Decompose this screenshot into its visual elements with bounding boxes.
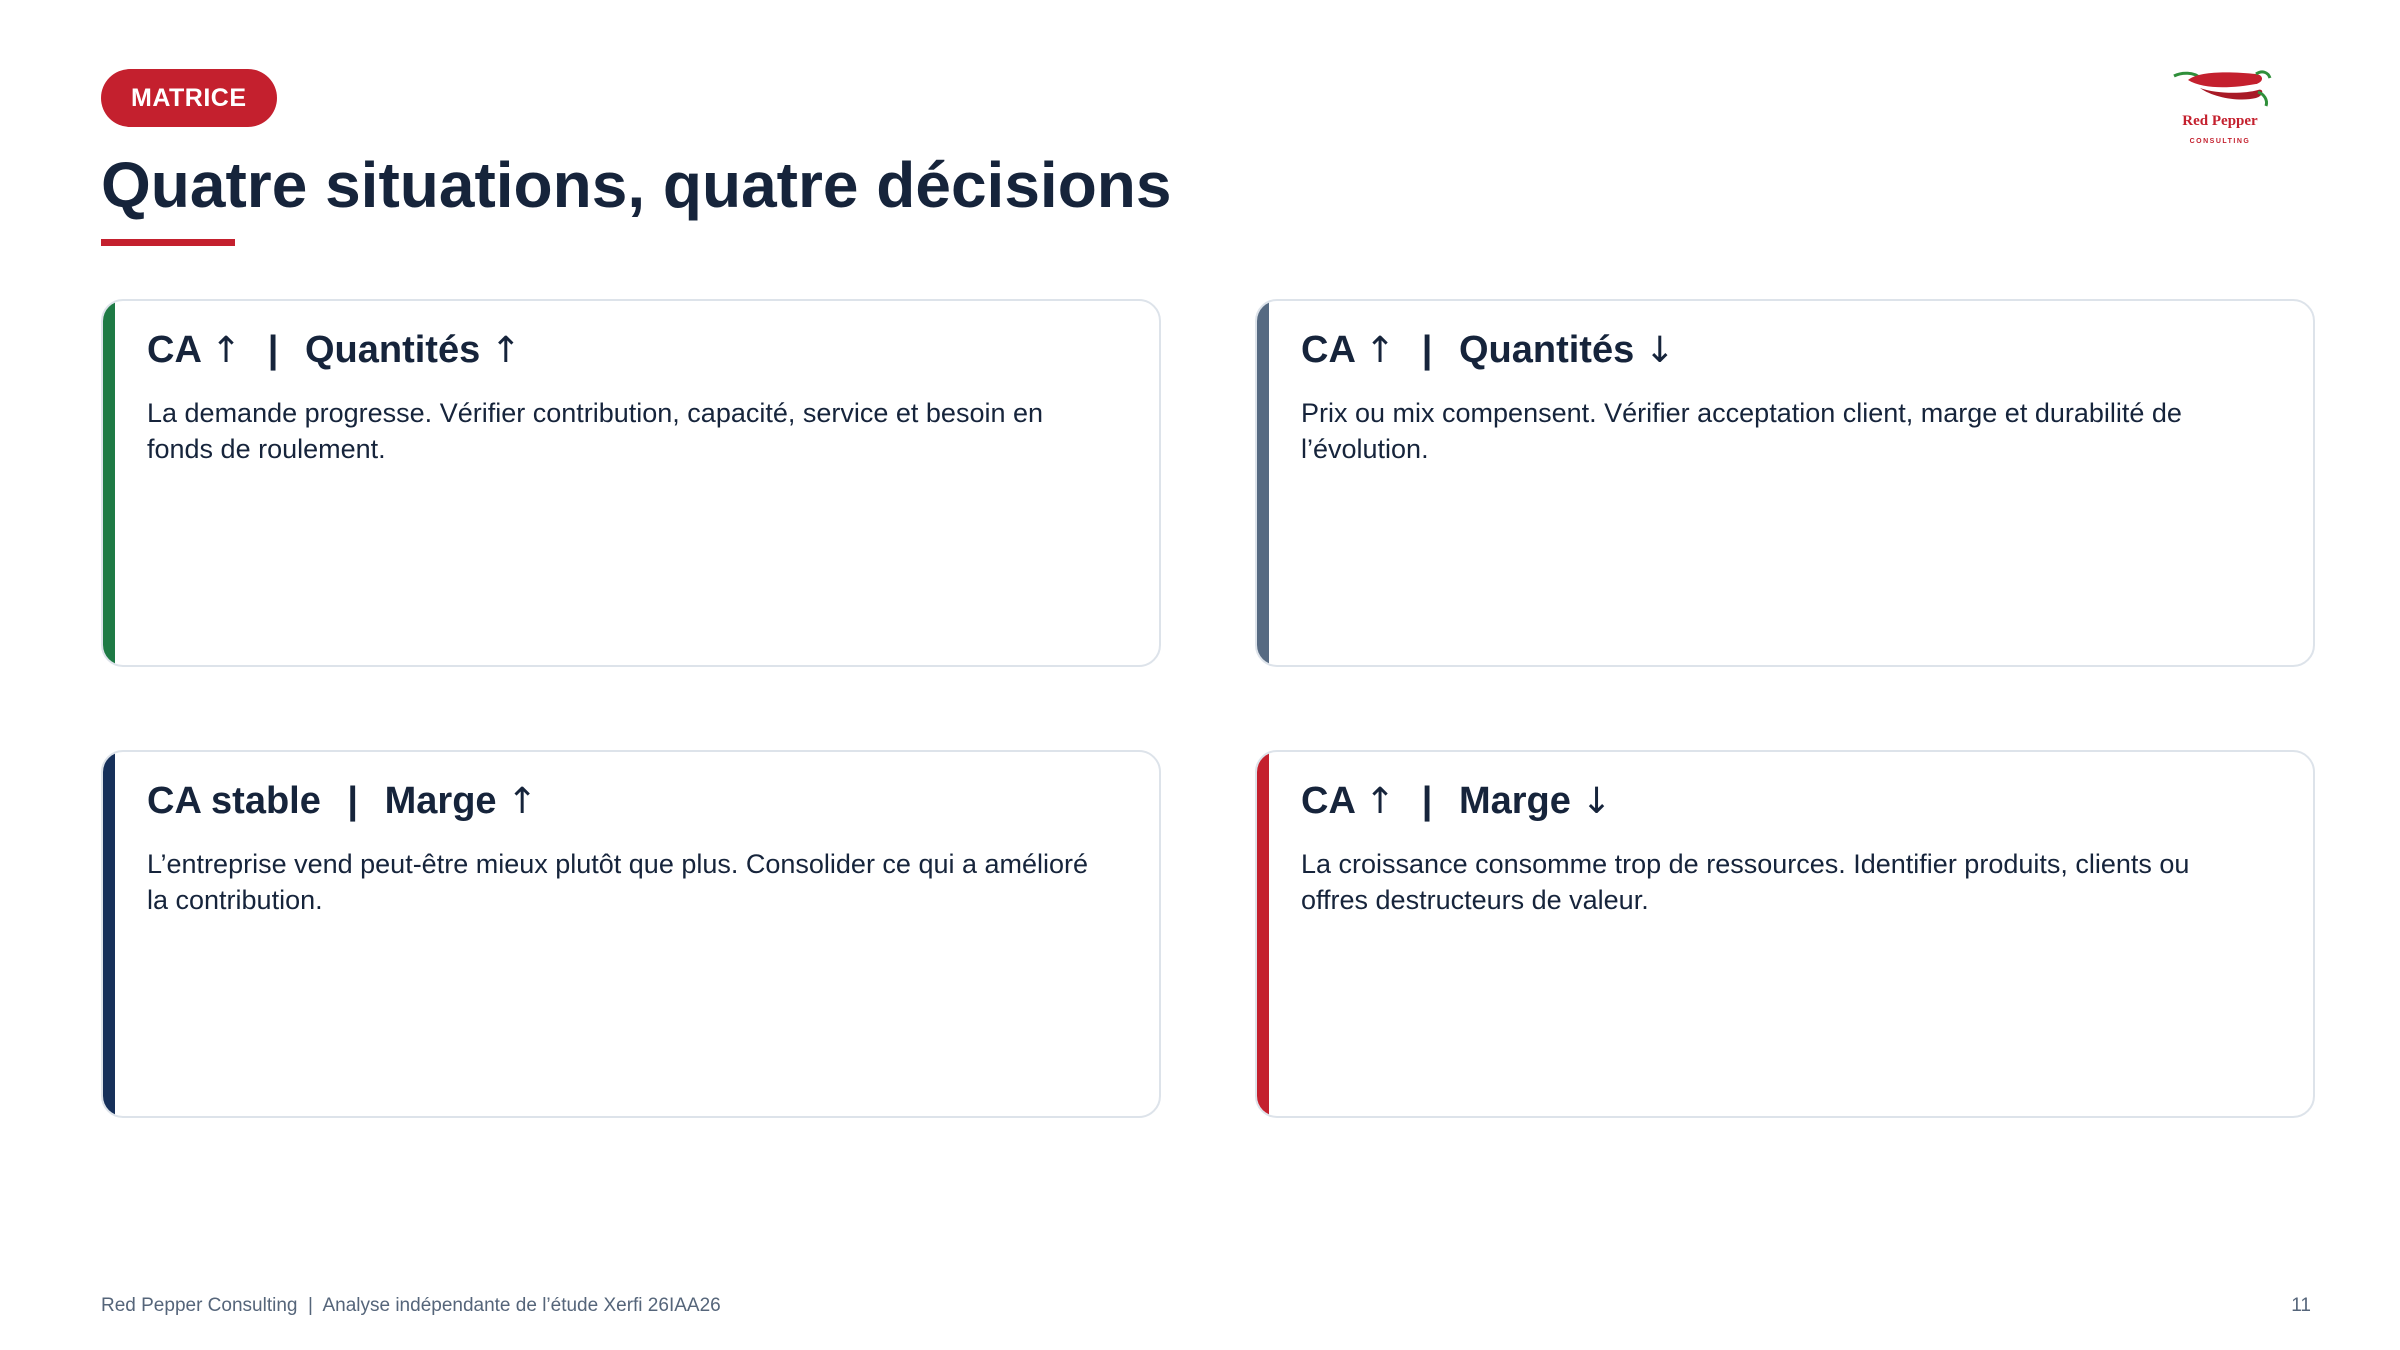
matrix-card-revenue-up-volume-down: [1255, 299, 2315, 667]
card-accent-bar: [1257, 752, 1269, 1116]
card-metric-b: Marge: [1458, 780, 1571, 822]
page-title: Quatre situations, quatre décisions: [101, 149, 1172, 221]
arrow-up-icon: ↑: [490, 330, 521, 371]
card-title: [1301, 329, 1675, 372]
logo-name: Red Pepper: [2182, 113, 2258, 129]
card-accent-bar: [103, 301, 115, 665]
logo-tagline: CONSULTING: [2189, 138, 2251, 145]
section-badge: MATRICE: [101, 69, 277, 127]
red-pepper-icon: [2160, 64, 2280, 154]
arrow-down-icon: ↓: [1644, 330, 1675, 371]
card-separator: |: [347, 780, 359, 822]
arrow-down-icon: ↓: [1581, 781, 1612, 822]
card-metric-b: Quantités: [304, 329, 481, 371]
card-description: La croissance consomme trop de ressources. Identifier produits, clients ou offres destructeurs de valeur.: [1301, 849, 2190, 915]
card-description: La demande progresse. Vérifier contribution, capacité, service et besoin en fonds de roulement.: [147, 398, 1044, 464]
card-metric-a: CA: [1301, 780, 1355, 822]
footer-text: Red Pepper Consulting | Analyse indépendante de l’étude Xerfi 26IAA26: [101, 1295, 721, 1316]
arrow-up-icon: ↑: [507, 781, 538, 822]
matrix-card-revenue-up-volume-up: [101, 299, 1161, 667]
card-separator: |: [267, 329, 279, 371]
company-logo: [2160, 64, 2280, 154]
card-metric-a: CA: [147, 329, 201, 371]
card-metric-a: CA: [1301, 329, 1355, 371]
page-number: 11: [2291, 1295, 2311, 1316]
card-title: [147, 780, 537, 823]
card-metric-b: Marge: [384, 780, 497, 822]
matrix-card-revenue-stable-margin-up: [101, 750, 1161, 1118]
matrix-card-revenue-up-margin-down: [1255, 750, 2315, 1118]
card-separator: |: [1421, 780, 1433, 822]
card-separator: |: [1421, 329, 1433, 371]
arrow-up-icon: ↑: [1365, 781, 1396, 822]
card-accent-bar: [1257, 301, 1269, 665]
card-description: Prix ou mix compensent. Vérifier acceptation client, marge et durabilité de l’évolution.: [1301, 398, 2182, 464]
card-title: [147, 329, 521, 372]
title-underline: [101, 239, 235, 246]
arrow-up-icon: ↑: [1365, 330, 1396, 371]
card-description: L’entreprise vend peut-être mieux plutôt que plus. Consolider ce qui a amélioré la contribution.: [147, 849, 1089, 915]
card-title: [1301, 780, 1612, 823]
card-metric-a: CA stable: [147, 780, 321, 822]
arrow-up-icon: ↑: [211, 330, 242, 371]
card-metric-b: Quantités: [1458, 329, 1635, 371]
card-accent-bar: [103, 752, 115, 1116]
